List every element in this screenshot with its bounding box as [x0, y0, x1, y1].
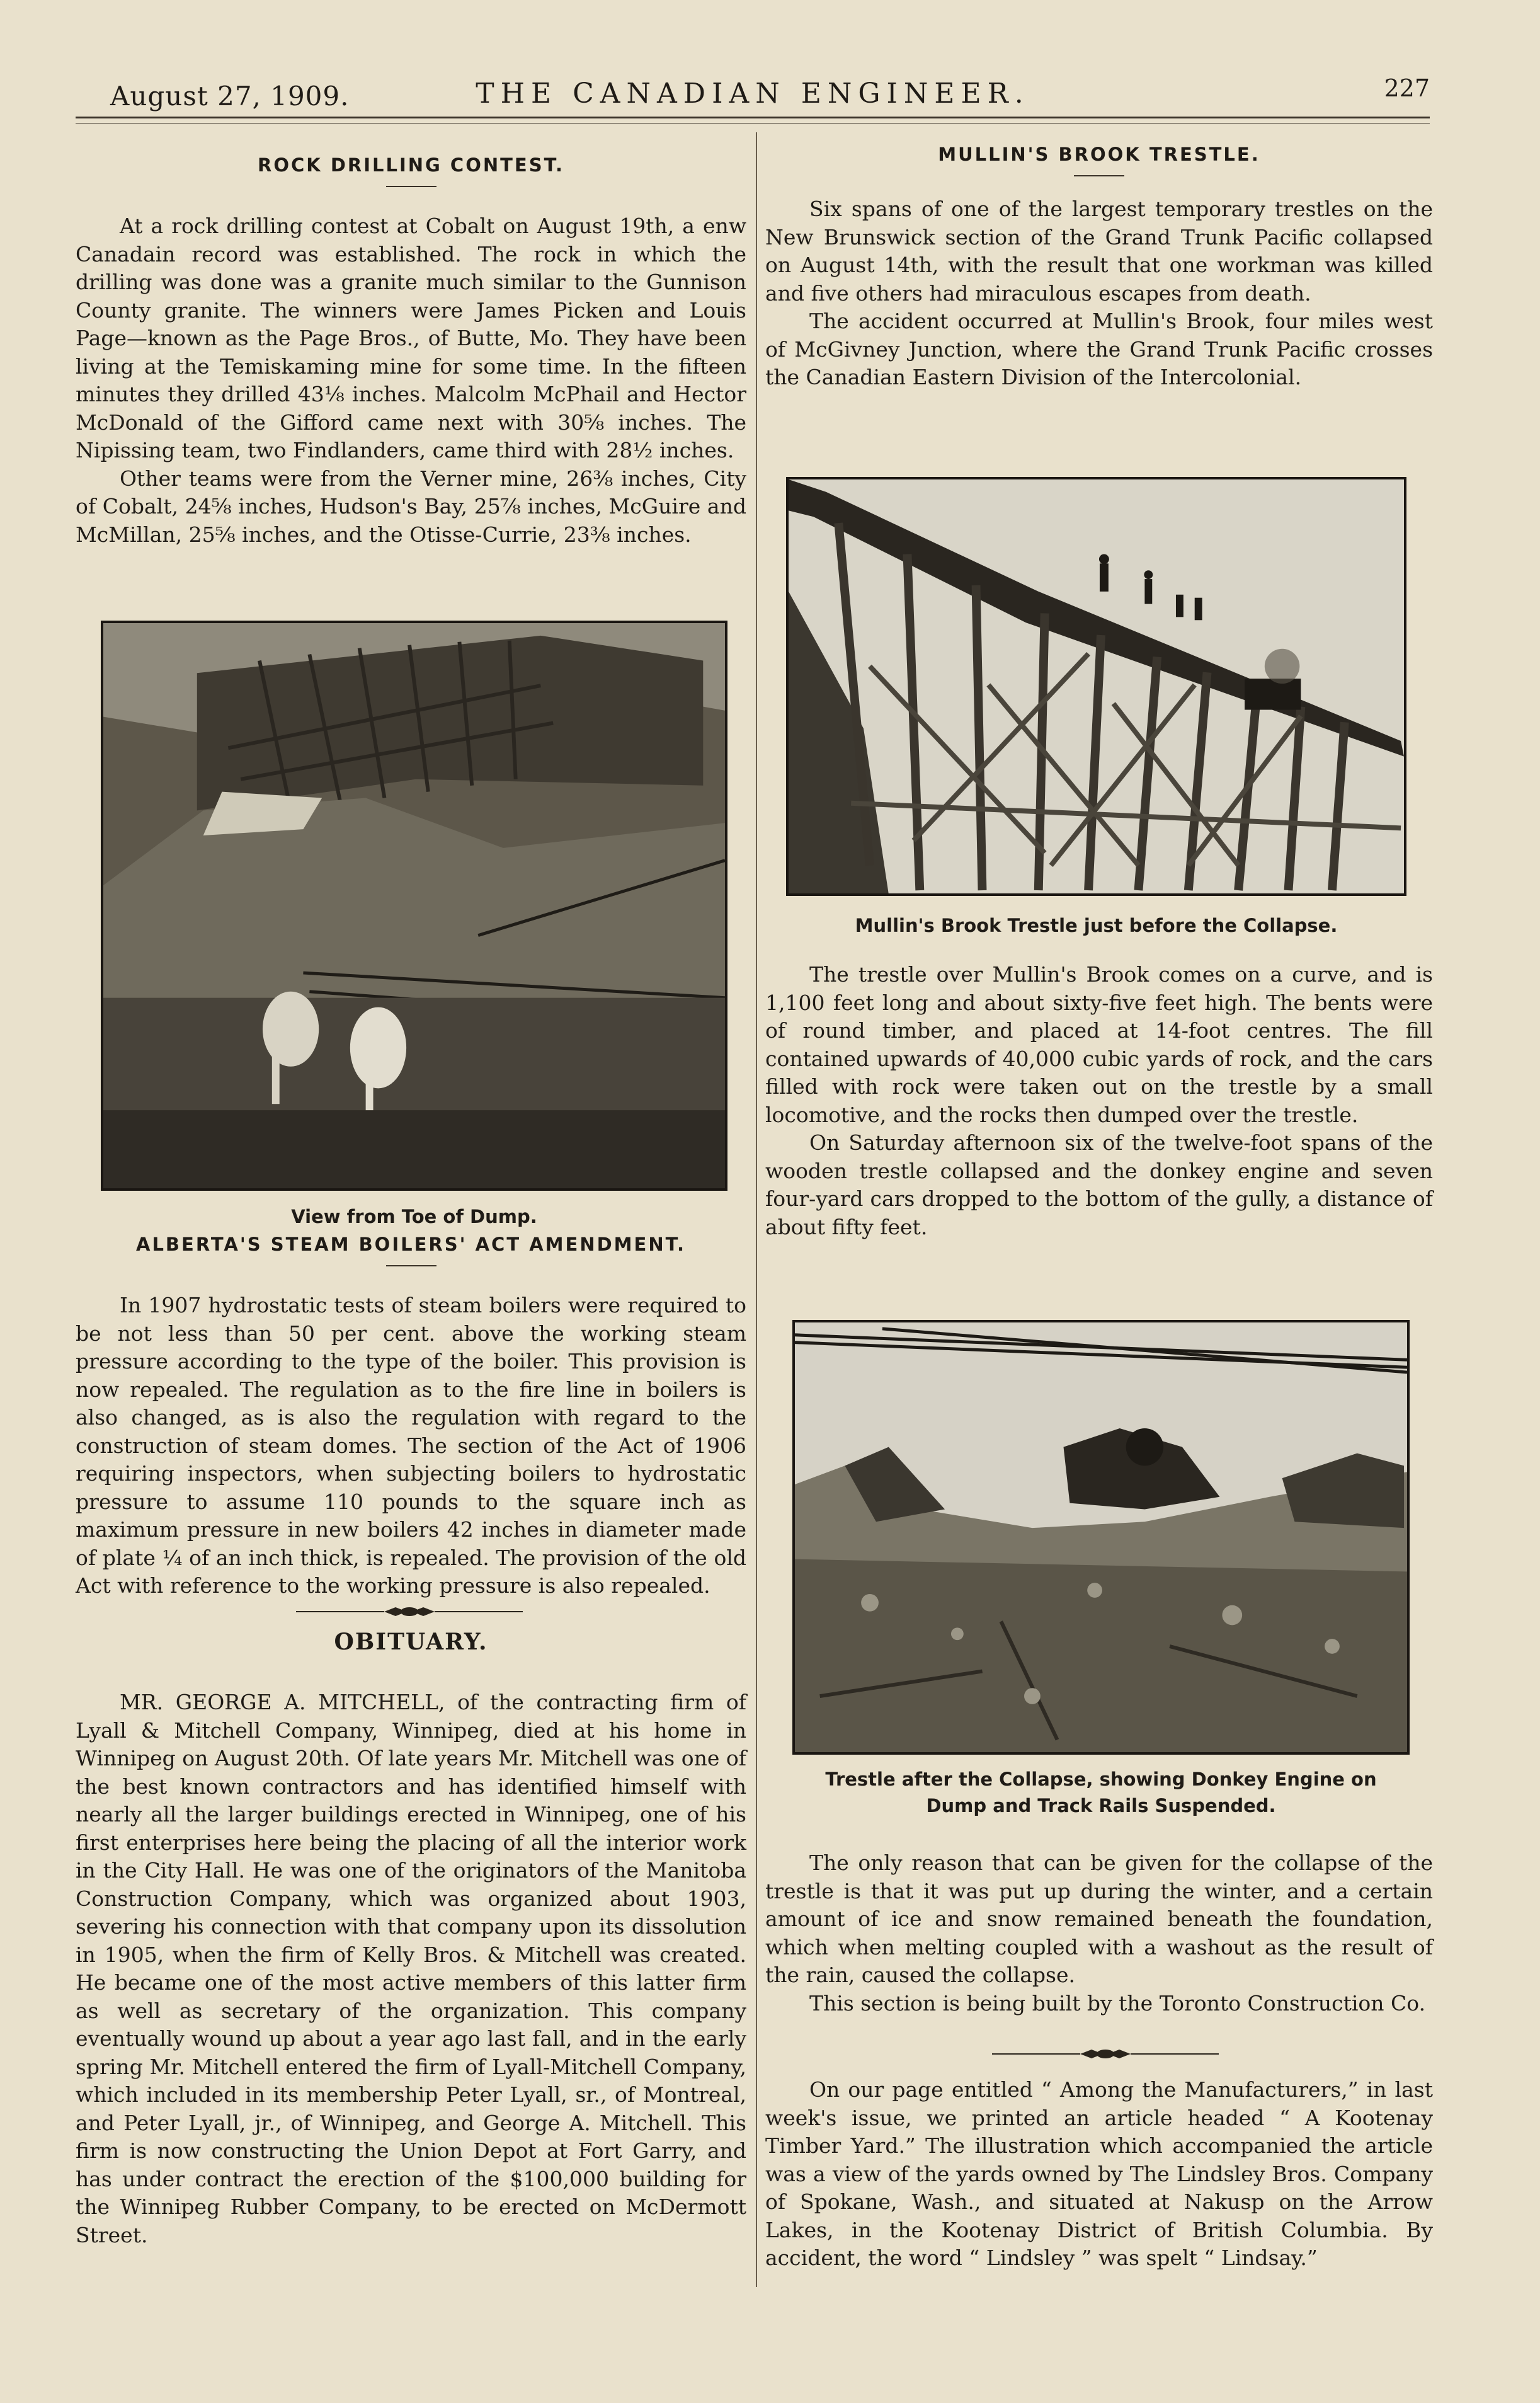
issue-date: August 27, 1909.	[110, 81, 350, 112]
obituary-article	[76, 1689, 746, 2249]
rock-drilling-paragraph: Other teams were from the Verner mine, 26⅜ inches, City of Cobalt, 24⅝ inches, Hudson's Bay, 25⅞ inches, McGuire and McMillan, 25⅝ inches, and the Otisse-Currie, 23⅜ inches.	[76, 466, 746, 547]
rock-drilling-article	[76, 154, 746, 549]
photo-caption-trestle-after	[780, 1766, 1422, 1819]
caption-line: Trestle after the Collapse, showing Donkey Engine on	[825, 1769, 1377, 1790]
mullins-middle	[765, 961, 1433, 1241]
mullins-article	[765, 144, 1433, 392]
ornament-divider	[992, 2048, 1219, 2060]
correction-notice	[765, 2076, 1433, 2273]
photo-trestle-after-collapse	[792, 1320, 1410, 1755]
photo-caption-trestle-before: Mullin's Brook Trestle just before the Collapse.	[855, 915, 1338, 936]
mullins-paragraph: This section is being built by the Toronto Construction Co.	[809, 1990, 1426, 2016]
publication-title: THE CANADIAN ENGINEER.	[476, 77, 1030, 110]
photo-trestle-before-collapse	[786, 477, 1406, 896]
mullins-paragraph: The only reason that can be given for the collapse of the trestle is that it was put up during the winter, and a certain amount of ice and snow remained beneath the foundation, which when melting coupled with a washout as the result of the rain, caused the collapse.	[765, 1850, 1433, 1987]
mullins-paragraph: The accident occurred at Mullin's Brook, four miles west of McGivney Junction, where the Grand Trunk Pacific crosses the Canadian Eastern Division of the Intercolonial.	[765, 309, 1433, 389]
mullins-paragraph: Six spans of one of the largest temporary trestles on the New Brunswick section of the Grand Trunk Pacific collapsed on August 14th, with the result that one workman was killed and five others had miraculous escapes from death.	[765, 197, 1433, 306]
mullins-paragraph: The trestle over Mullin's Brook comes on a curve, and is 1,100 feet long and about sixty-five feet high. The bents were of round timber, and placed at 14-foot centres. The fill contained upwards of 40,000 cubic yards of rock, and the cars filled with rock were taken out on the trestle by a small locomotive, and the rocks then dumped over the trestle.	[765, 962, 1433, 1127]
obituary-heading: OBITUARY.	[334, 1629, 488, 1655]
rock-drilling-paragraph: At a rock drilling contest at Cobalt on August 19th, a enw Canadain record was established. The rock in which the drilling was done was a granite much similar to the Gunnison County granite. The winners were James Picken and Louis Page—known as the Page Bros., of Butte, Mo. They have been living at the Temiskaming mine for some time. In the fifteen minutes they drilled 43⅛ inches. Malcolm McPhail and Hector McDonald of the Gifford came next with 30⅝ inches. The Nipissing team, two Findlanders, came third with 28½ inches.	[76, 214, 746, 462]
correction-paragraph: On our page entitled “ Among the Manufacturers,” in last week's issue, we printed an article headed “ A Kootenay Timber Yard.” The illustration which accompanied the article was a view of the yards owned by The Lindsley Bros. Company of Spokane, Wash., and situated at Nakusp on the Arrow Lakes, in the Kootenay District of British Columbia. By accident, the word “ Lindsley ” was spelt “ Lindsay.”	[765, 2077, 1433, 2270]
mullins-closing	[765, 1849, 1433, 2017]
heading-rule	[386, 186, 436, 187]
rock-drilling-heading: ROCK DRILLING CONTEST.	[257, 154, 565, 176]
heading-rule	[1074, 175, 1124, 176]
alberta-heading: ALBERTA'S STEAM BOILERS' ACT AMENDMENT.	[136, 1234, 686, 1255]
mullins-paragraph: On Saturday afternoon six of the twelve-foot spans of the wooden trestle collapsed and the donkey engine and seven four-yard cars dropped to the bottom of the gully, a distance of about fifty feet.	[765, 1130, 1433, 1239]
alberta-paragraph: In 1907 hydrostatic tests of steam boilers were required to be not less than 50 per cent. above the working steam pressure according to the type of the boiler. This provision is now repealed. The regulation as to the fire line in boilers is also changed, as is also the regulation with regard to the construction of steam domes. The section of the Act of 1906 requiring inspectors, when subjecting boilers to hydrostatic pressure to assume 110 pounds to the square inch as maximum pressure in new boilers 42 inches in diameter made of plate ¼ of an inch thick, is repealed. The provision of the old Act with reference to the working pressure is also repealed.	[76, 1293, 746, 1598]
mullins-heading: MULLIN'S BROOK TRESTLE.	[938, 144, 1260, 165]
photo-toe-of-dump	[101, 621, 727, 1191]
alberta-article	[76, 1234, 746, 1600]
ornament-divider	[296, 1605, 523, 1618]
column-divider	[756, 132, 757, 2287]
heading-rule	[386, 1265, 436, 1266]
header-rule	[76, 117, 1430, 118]
photo-caption-toe-of-dump: View from Toe of Dump.	[291, 1206, 537, 1227]
caption-line: Dump and Track Rails Suspended.	[926, 1795, 1276, 1816]
obituary-paragraph: MR. GEORGE A. MITCHELL, of the contracting firm of Lyall & Mitchell Company, Winnipeg, died at his home in Winnipeg on August 20th. Of late years Mr. Mitchell was one of the best known contractors and has identified himself with nearly all the larger buildings erected in Winnipeg, one of his first enterprises here being the placing of all the interior work in the City Hall. He was one of the originators of the Manitoba Construction Company, which was organized about 1903, severing his connection with that company upon its dissolution in 1905, when the firm of Kelly Bros. & Mitchell was created. He became one of the most active members of this latter firm as well as secretary of the organization. This company eventually wound up about a year ago last fall, and in the early spring Mr. Mitchell entered the firm of Lyall-Mitchell Company, which included in its membership Peter Lyall, sr., of Montreal, and Peter Lyall, jr., of Winnipeg, and George A. Mitchell. This firm is now constructing the Union Depot at Fort Garry, and has under contract the erection of the $100,000 building for the Winnipeg Rubber Company, to be erected on McDermott Street.	[76, 1690, 746, 2247]
page-number: 227	[1384, 74, 1430, 102]
